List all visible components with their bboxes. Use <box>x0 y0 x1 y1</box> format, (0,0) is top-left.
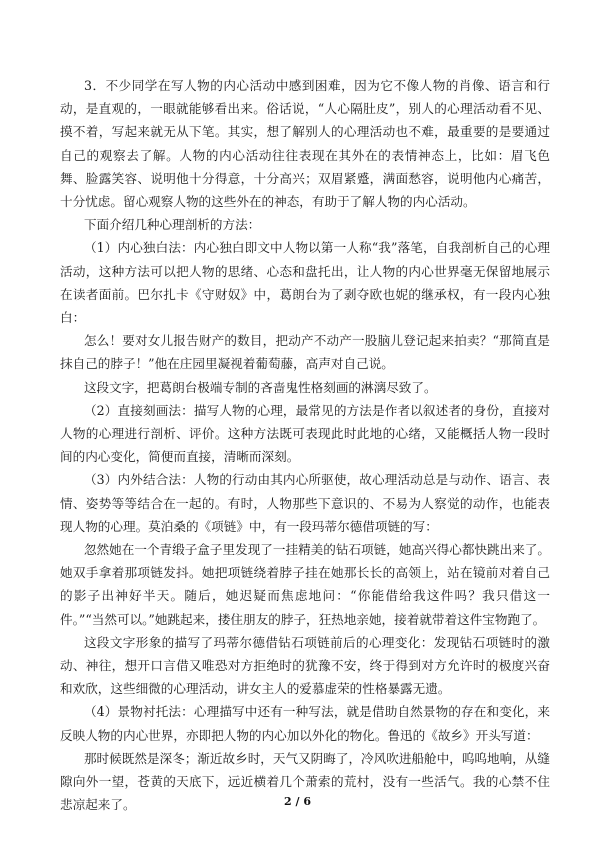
paragraph-monologue-quote: 怎么！要对女儿报告财产的数目，把动产不动产一股脑儿登记起来拍卖？“那简直是抹自己的脖子！”他在庄园里凝视着葡萄藤，高声对自己说。 <box>60 333 550 372</box>
paragraph-intro: 3．不少同学在写人物的内心活动中感到困难，因为它不像人物的肖像、语言和行动，是直观的，一眼就能够看出来。俗话说，“人心隔肚皮”，别人的心理活动看不见、摸不着，写起来就无从下笔。其实，想了解别人的心理活动也不难，最重要的是要通过自己的观察去了解。人物的内心活动往往表现在其外在的表情神态上，比如：眉飞色舞、脸露笑容、说明他十分得意，十分高兴；双眉紧蹙，满面愁容，说明他内心痛苦，十分忧虑。留心观察人物的这些外在的神态，有助于了解人物的内心活动。 <box>60 78 550 210</box>
paragraph-monologue-method: （1）内心独白法：内心独白即文中人物以第一人称“我”落笔，自我剖析自己的心理活动，这种方法可以把人物的思绪、心态和盘托出，让人物的内心世界毫无保留地展示在读者面前。巴尔扎卡《守财奴》中，葛朗台为了剥夺欧也妮的继承权，有一段内心独白： <box>60 240 550 326</box>
paragraph-combined-method: （3）内外结合法：人物的行动由其内心所驱使，故心理活动总是与动作、语言、表情、姿势等等结合在一起的。有时，人物那些下意识的、不易为人察觉的动作，也能表现人物的心理。莫泊桑的《项链》中，有一段玛蒂尔德借项链的写： <box>60 472 550 534</box>
paragraph-scenery-method: （4）景物衬托法：心理描写中还有一种写法，就是借助自然景物的存在和变化，来反映人物的内心世界，亦即把人物的内心加以外化的物化。鲁迅的《故乡》开头写道： <box>60 704 550 743</box>
paragraph-hometown-quote: 那时候既然是深冬；渐近故乡时，天气又阴晦了，冷风吹进船舱中，呜呜地响，从缝隙向外一望，苍黄的天底下，远近横着几个萧索的荒村，没有一些活气。我的心禁不住悲凉起来了。 <box>60 750 550 813</box>
document-body <box>60 74 550 817</box>
paragraph-necklace-quote: 忽然她在一个青缎子盒子里发现了一挂精美的钻石项链，她高兴得心都快跳出来了。她双手拿着那项链发抖。她把项链绕着脖子挂在她那长长的高领上，站在镜前对着自己的影子出神好半天。随后，她迟疑而焦虑地问：“你能借给我这件吗？我只借这一件。”“当然可以。”她跳起来，搂住朋友的脖子，狂热地亲她，接着就带着这件宝物跑了。 <box>60 542 550 627</box>
page-number: 2 / 6 <box>284 795 311 808</box>
paragraph-necklace-comment: 这段文字形象的描写了玛蒂尔德借钻石项链前后的心理变化：发现钻石项链时的激动、神往，想开口言借又唯恐对方拒绝时的犹豫不安，终于得到对方允许时的极度兴奋和欢欣，这些细微的心理活动，讲女主人的爱慕虚荣的性格暴露无遗。 <box>60 634 550 697</box>
paragraph-methods-heading: 下面介绍几种心理剖析的方法： <box>83 217 261 233</box>
paragraph-monologue-comment: 这段文字，把葛朗台极端专制的吝啬鬼性格刻画的淋漓尽致了。 <box>83 379 437 395</box>
paragraph-direct-method: （2）直接刻画法：描写人物的心理，最常见的方法是作者以叙述者的身份，直接对人物的心理进行剖析、评价。这种方法既可表现此时此地的心绪，又能概括人物一段时间的内心变化，简便而直接，清晰而深刻。 <box>60 402 550 465</box>
